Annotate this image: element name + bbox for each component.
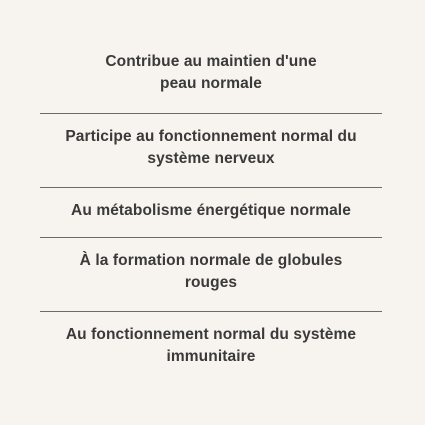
benefit-line: rouges <box>184 274 238 291</box>
benefit-line: Au métabolisme énergétique normale <box>71 202 351 219</box>
benefit-line: Contribue au maintien d'une <box>105 53 317 70</box>
divider <box>40 113 382 114</box>
benefit-line: peau normale <box>160 75 262 92</box>
divider <box>40 187 382 188</box>
divider <box>40 311 382 312</box>
divider <box>40 237 382 238</box>
benefit-item <box>40 200 382 222</box>
benefit-line: immunitaire <box>166 348 256 365</box>
benefit-item <box>40 250 382 294</box>
benefit-item <box>40 126 382 170</box>
benefit-item <box>40 51 382 95</box>
benefit-item <box>40 324 382 368</box>
benefit-line: Participe au fonctionnement normal du <box>65 128 357 145</box>
benefit-line: système nerveux <box>147 150 275 167</box>
benefit-line: À la formation normale de globules <box>79 252 343 269</box>
benefit-line: Au fonctionnement normal du système <box>65 326 357 343</box>
